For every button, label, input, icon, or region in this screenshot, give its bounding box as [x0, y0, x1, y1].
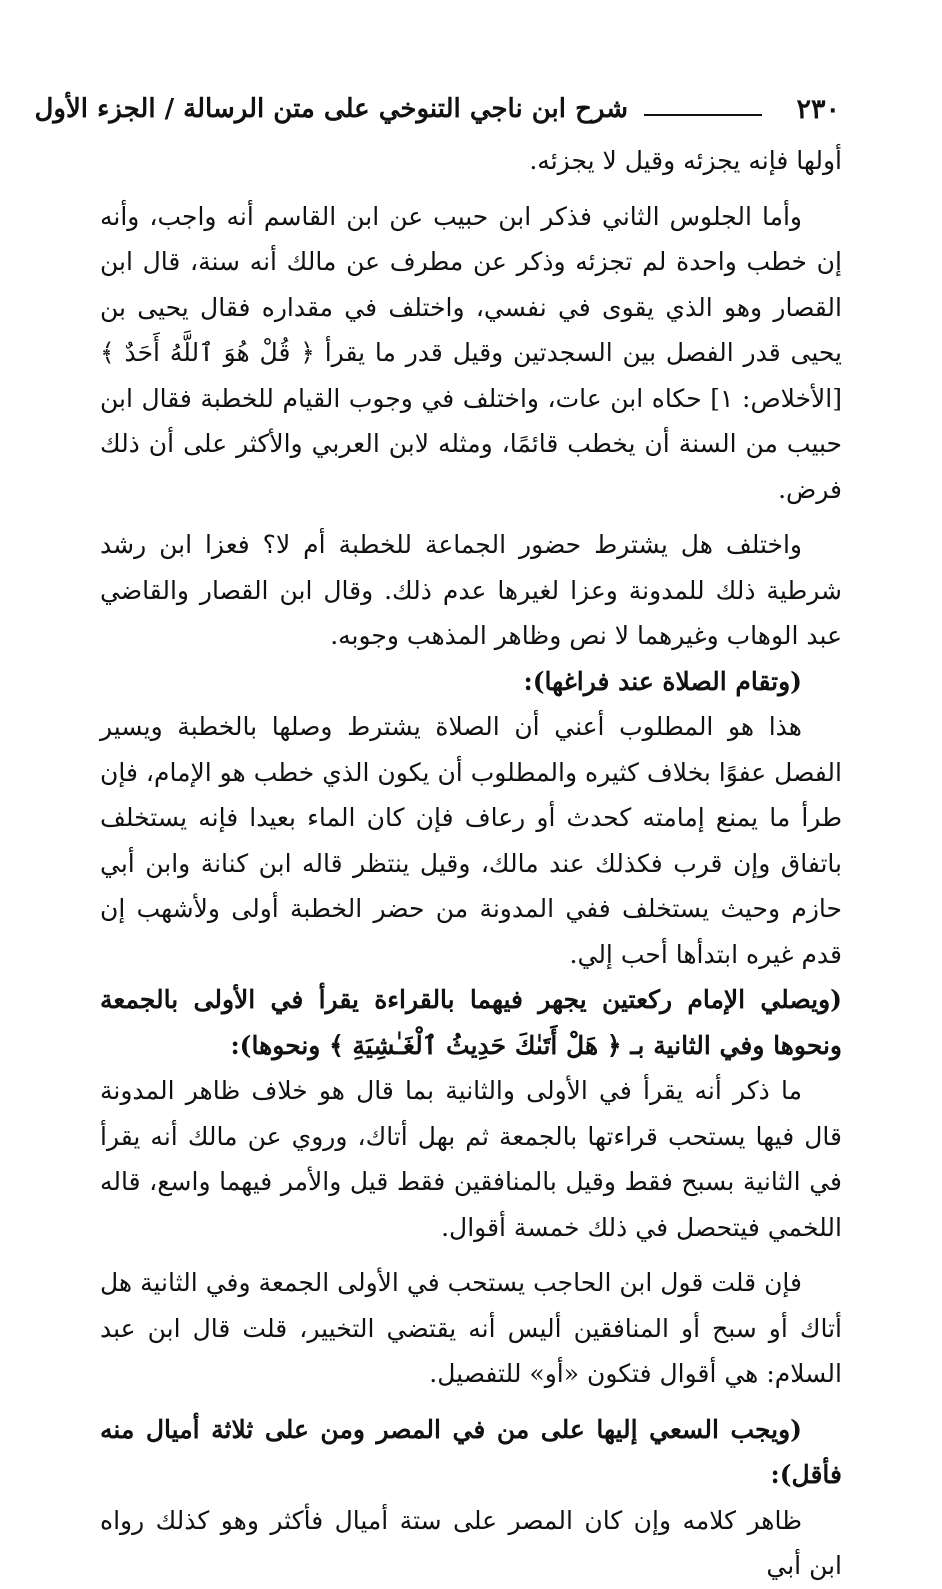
matn-heading: (وتقام الصلاة عند فراغها): [523, 666, 802, 696]
body-text [100, 138, 842, 1589]
header-rule [644, 114, 762, 116]
page-header [34, 88, 840, 132]
matn-heading: (ويصلي الإمام ركعتين يجهر فيهما بالقراءة يقرأ في الأولى بالجمعة ونحوها وفي الثانية بـ ﴿ هَلْ أَتَىٰكَ حَدِيثُ ٱلْغَـٰشِيَةِ ﴾ ونحوها): [100, 985, 842, 1060]
paragraph: وأما الجلوس الثاني فذكر ابن حبيب عن ابن القاسم أنه واجب، وأنه إن خطب واحدة لم تجزئه وذكر عن مطرف عن مالك أنه سنة، قال ابن القصار وهو الذي يقوى في نفسي، واختلف في مقداره فقال يحيى بن يحيى قدر الفصل بين السجدتين وقيل قدر ما يقرأ ﴿ قُلْ هُوَ ٱللَّهُ أَحَدٌ ﴾ [الأخلاص: ١] حكاه ابن عات، واختلف في وجوب القيام للخطبة فقال ابن حبيب من السنة أن يخطب قائمًا، ومثله لابن العربي والأكثر على أن ذلك فرض. [100, 201, 842, 504]
paragraph: ما ذكر أنه يقرأ في الأولى والثانية بما قال هو خلاف ظاهر المدونة قال فيها يستحب قراءتها بالجمعة ثم بهل أتاك، وروي عن مالك أنه يقرأ في الثانية بسبح فقط وقيل بالمنافقين فقط قيل والأمر فيهما واسع، قاله اللخمي فيتحصل في ذلك خمسة أقوال. [100, 1076, 842, 1242]
paragraph: أولها فإنه يجزئه وقيل لا يجزئه. [529, 146, 842, 175]
page-number: ٢٣٠ [796, 94, 840, 125]
running-title: شرح ابن ناجي التنوخي على متن الرسالة / الجزء الأول [34, 94, 628, 124]
paragraph: هذا هو المطلوب أعني أن الصلاة يشترط وصلها بالخطبة ويسير الفصل عفوًا بخلاف كثيره والمطلوب أن يكون الذي خطب هو الإمام، فإن طرأ ما يمنع إمامته كحدث أو رعاف فإن كان الماء بعيدا فإنه يستخلف باتفاق وإن قرب فكذلك عند مالك، وقيل ينتظر قاله ابن كنانة وابن أبي حازم وحيث يستخلف ففي المدونة من حضر الخطبة أولى ولأشهب إن قدم غيره ابتدأها أحب إلي. [100, 712, 842, 969]
paragraph: واختلف هل يشترط حضور الجماعة للخطبة أم لا؟ فعزا ابن رشد شرطية ذلك للمدونة وعزا لغيرها عدم ذلك. وقال ابن القصار والقاضي عبد الوهاب وغيرهما لا نص وظاهر المذهب وجوبه. [100, 530, 842, 650]
paragraph: ظاهر كلامه وإن كان المصر على ستة أميال فأكثر وهو كذلك رواه ابن أبي [100, 1505, 842, 1580]
paragraph: فإن قلت قول ابن الحاجب يستحب في الأولى الجمعة وفي الثانية هل أتاك أو سبح أو المنافقين أليس أنه يقتضي التخيير، قلت قال ابن عبد السلام: هي أقوال فتكون «أو» للتفصيل. [100, 1268, 842, 1388]
matn-heading: (ويجب السعي إليها على من في المصر ومن على ثلاثة أميال منه فأقل): [100, 1414, 842, 1489]
